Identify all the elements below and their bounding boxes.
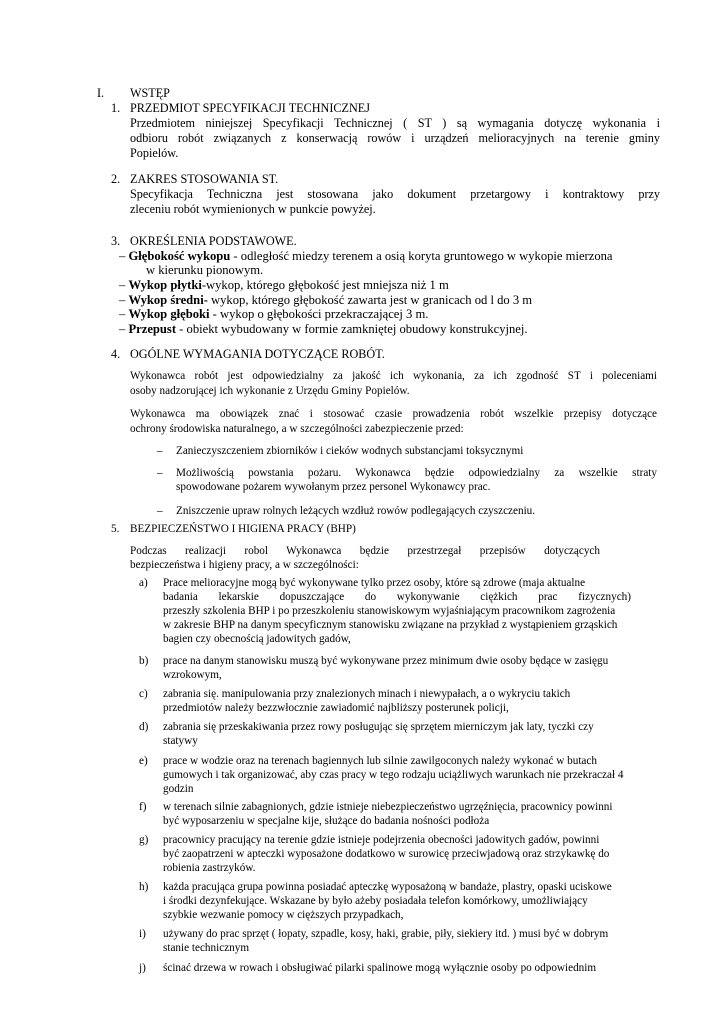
item-line: w zakresie BHP na danym specyficznym stanowisku związane na przykład z wystąpieniem grząskich (163, 619, 618, 631)
s3-title: OKREŚLENIA PODSTAWOWE. (130, 234, 297, 248)
bullet-dash: – (157, 445, 163, 457)
definition-text: -wykop, którego głębokość jest mniejsza niż 1 m (201, 278, 449, 292)
s4-paragraph-line: ochrony środowiska naturalnego, a w szczególności zabezpieczenie przed: (130, 423, 464, 435)
item-line: godzin (163, 783, 194, 795)
item-line: szybkie wezwanie pomocy w cięższych przypadkach, (163, 909, 404, 921)
dash: – (119, 293, 126, 307)
item-line: każda pracująca grupa powinna posiadać apteczkę wyposażoną w bandaże, plastry, opaski uciskowe (163, 881, 612, 893)
item-line: być zaopatrzeni w apteczki wyposażone dodatkowo w surowicę przeciwjadową oraz strzykawkę do (163, 848, 610, 860)
item-line: prace na danym stanowisku muszą być wykonywane przez minimum dwie osoby będące w zasięgu (163, 655, 609, 667)
definition-text: - obiekt wybudowany w formie zamkniętej obudowy konstrukcyjnej. (176, 322, 528, 336)
definition-term: Wykop głęboki (128, 307, 210, 321)
item-label: i) (139, 928, 146, 940)
s4-title: OGÓLNE WYMAGANIA DOTYCZĄCE ROBÓT. (130, 347, 385, 361)
item-line: i środki dezynfekujące. Wskazane by było ażeby posiadała telefon komórkowy, umożliwiający (163, 895, 588, 907)
s1-number: 1. (111, 101, 121, 115)
definition-term: Głębokość wykopu (128, 249, 231, 263)
item-label: j) (139, 962, 146, 974)
bullet-dash: – (157, 505, 163, 517)
s5-intro-line: Podczas realizacji robol Wykonawca będzie przestrzegał przepisów dotyczących (130, 545, 600, 557)
s1-title: PRZEDMIOT SPECYFIKACJI TECHNICZNEJ (130, 101, 370, 115)
definition-term: Przepust (128, 322, 177, 336)
item-line: w terenach silnie zabagnionych, gdzie istnieje niebezpieczeństwo ugrzęźnięcia, pracownicy powinni (163, 801, 613, 813)
item-label: a) (139, 577, 148, 589)
definition-term: Wykop średni- (128, 293, 208, 307)
s5-title: BEZPIECZEŃSTWO I HIGIENA PRACY (BHP) (130, 523, 356, 535)
bullet-text: Możliwością powstania pożaru. Wykonawca będzie odpowiedzialny za wszelkie straty (176, 467, 657, 479)
bullet-text: spowodowane pożarem wywołanym przez personel Wykonawcy prac. (176, 481, 491, 493)
s2-title: ZAKRES STOSOWANIA ST. (130, 172, 279, 186)
s2-number: 2. (111, 172, 121, 186)
definition-text: - odległość miedzy terenem a osią koryta gruntowego w wykopie mierzona (230, 249, 613, 263)
item-line: zabrania się. manipulowania przy znalezionych minach i niewypałach, a o wykryciu takich (163, 688, 571, 700)
definition (119, 249, 613, 263)
item-line: przedmiotów należy bezzwłocznie zawiadomić najbliższy posterunek policji, (163, 702, 509, 714)
s1-line: Popielów. (130, 146, 179, 160)
item-label: b) (139, 655, 149, 667)
s4-paragraph-line: osoby nadzorującej ich wykonanie z Urzędu Gminy Popielów. (130, 385, 410, 397)
item-line: wzrokowym, (163, 669, 222, 681)
section-title: WSTĘP (130, 86, 170, 100)
item-line: być wyposarzeniu w specjalne kije, służące do badania nośności podłoża (163, 815, 490, 827)
s2-line: Specyfikacja Techniczna jest stosowana jako dokument przetargowy i kontraktowy przy (130, 187, 660, 201)
item-line: gumowych i tak organizować, aby czas pracy w tego rodzaju uciążliwych warunkach nie przekraczał 4 (163, 769, 624, 781)
s4-paragraph-line: Wykonawca robót jest odpowiedzialny za jakość ich wykonania, za ich zgodność ST i poleceniami (130, 370, 657, 382)
s5-number: 5. (111, 523, 120, 535)
item-line: statywy (163, 735, 198, 747)
s3-number: 3. (111, 234, 121, 248)
dash: – (119, 249, 126, 263)
bullet-text: Zanieczyszczeniem zbiorników i cieków wodnych substancjami toksycznymi (176, 445, 524, 457)
item-line: prace w wodzie oraz na terenach bagiennych lub silnie zawilgoconych należy wykonać w butach (163, 755, 597, 767)
s2-line: zleceniu robót wymienionych w punkcie powyżej. (130, 202, 376, 216)
item-label: e) (139, 755, 148, 767)
definition-text: wykop, którego głębokość zawarta jest w granicach od l do 3 m (207, 293, 533, 307)
s1-line: Przedmiotem niniejszej Specyfikacji Technicznej ( ST ) są wymagania dotyczę wykonania i (130, 116, 660, 130)
item-label: h) (139, 881, 149, 893)
bullet-dash: – (157, 467, 163, 479)
item-label: f) (139, 801, 147, 813)
item-label: g) (139, 834, 149, 846)
definition (119, 307, 428, 321)
item-line: robienia zastrzyków. (163, 862, 256, 874)
dash: – (119, 307, 126, 321)
item-line: badania lekarskie dopuszczające do wykonywanie ciężkich prac fizycznych) (163, 591, 631, 603)
item-line: przeszły szkolenia BHP i po przeszkoleniu stanowiskowym wyjaśniającym pracownikom zagrożenia (163, 605, 616, 617)
item-line: pracownicy pracujący na terenie gdzie istnieje podejrzenia obecności jadowitych gadów, powinni (163, 834, 600, 846)
item-line: ścinać drzewa w rowach i obsługiwać pilarki spalinowe mogą wyłącznie osoby po odpowiednim (163, 962, 597, 974)
s4-paragraph-line: Wykonawca ma obowiązek znać i stosować czasie prowadzenia robót wszelkie przepisy dotyczące (130, 408, 657, 420)
bullet-text: Zniszczenie upraw rolnych leżących wzdłuż rowów podlegających czyszczeniu. (176, 505, 536, 517)
definition (119, 278, 449, 292)
definition (119, 322, 528, 336)
section-number: I. (97, 86, 105, 100)
definition-term: Wykop płytki (128, 278, 202, 292)
item-line: bagien czy obecnością jadowitych gadów, (163, 633, 351, 645)
item-line: używany do prac sprzęt ( łopaty, szpadle, kosy, haki, grabie, piły, siekiery itd. ) musi być w dobrym (163, 928, 609, 940)
s4-number: 4. (111, 347, 121, 361)
item-line: Prace melioracyjne mogą być wykonywane tylko przez osoby, które są zdrowe (maja aktualne (163, 577, 586, 589)
dash: – (119, 278, 126, 292)
item-label: d) (139, 721, 149, 733)
item-line: zabrania się przeskakiwania przez rowy posługując się sprzętem mierniczym jak laty, tyczki czy (163, 721, 594, 733)
dash: – (119, 322, 126, 336)
definition-text: - wykop o głębokości przekraczającej 3 m. (209, 307, 429, 321)
item-line: stanie technicznym (163, 942, 250, 954)
item-label: c) (139, 688, 148, 700)
s5-intro-line: bezpieczeństwa i higieny pracy, a w szczególności: (130, 559, 359, 571)
s1-line: odbioru robót związanych z konserwacją rowów i urządzeń melioracyjnych na terenie gminy (130, 131, 660, 145)
definition-continuation: w kierunku pionowym. (146, 263, 264, 277)
definition (119, 293, 532, 307)
